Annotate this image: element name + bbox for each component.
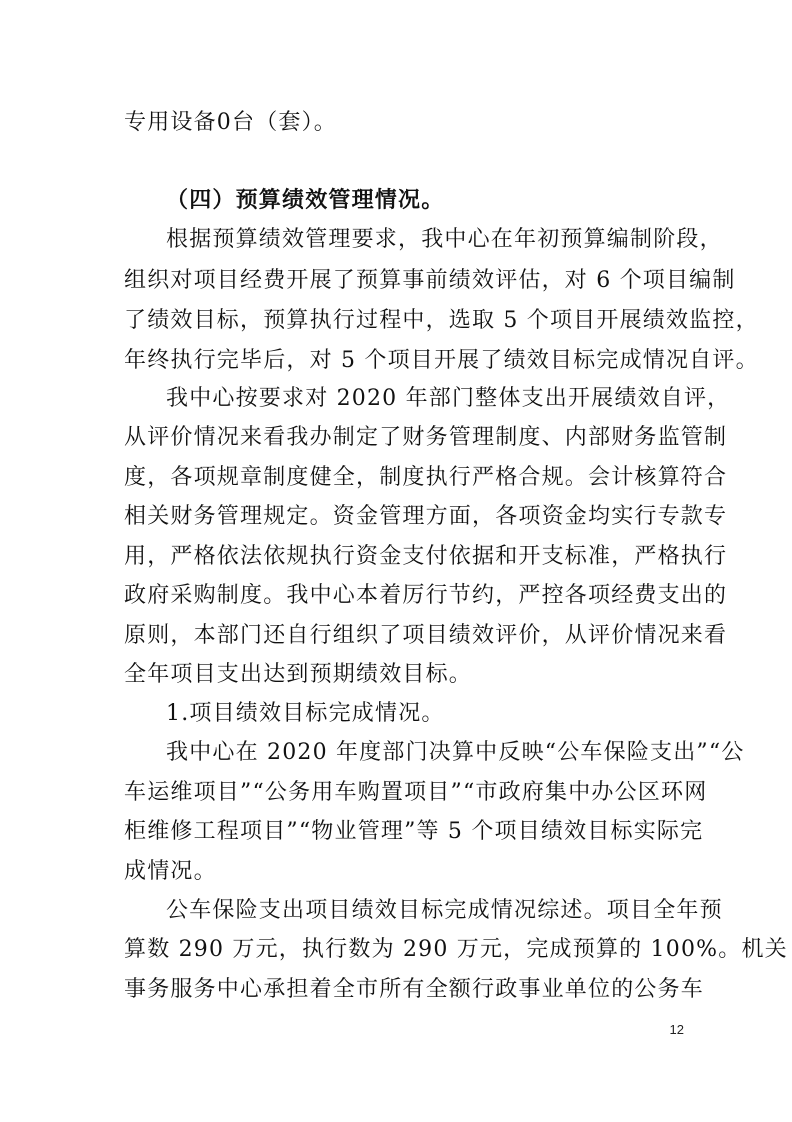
paragraph-line: 了绩效目标，预算执行过程中，选取 5 个项目开展绩效监控，: [124, 308, 759, 333]
page-number: 12: [669, 1022, 684, 1037]
paragraph-line: 事务服务中心承担着全市所有全额行政事业单位的公务车: [124, 977, 705, 1002]
paragraph-line: 公车保险支出项目绩效目标完成情况综述。项目全年预: [166, 898, 723, 923]
paragraph-line: 用，严格依法依规执行资金支付依据和开支标准，严格执行: [124, 544, 728, 569]
paragraph-line: 原则，本部门还自行组织了项目绩效评价，从评价情况来看: [124, 623, 728, 648]
paragraph-line: 度，各项规章制度健全，制度执行严格合规。会计核算符合: [124, 465, 728, 490]
paragraph-line: 成情况。: [124, 859, 217, 884]
paragraph-line: 全年项目支出达到预期绩效目标。: [124, 662, 473, 687]
paragraph-line: 年终执行完毕后，对 5 个项目开展了绩效目标完成情况自评。: [124, 348, 759, 373]
paragraph-line: 组织对项目经费开展了预算事前绩效评估，对 6 个项目编制: [124, 268, 736, 293]
paragraph-line: 政府采购制度。我中心本着厉行节约，严控各项经费支出的: [124, 583, 728, 608]
paragraph-line: 我中心在 2020 年度部门决算中反映“公车保险支出”“公: [166, 740, 745, 765]
paragraph-line: 柜维修工程项目”“物业管理”等 5 个项目绩效目标实际完: [124, 819, 704, 844]
paragraph-line: 相关财务管理规定。资金管理方面，各项资金均实行专款专: [124, 504, 728, 529]
subsection-heading: 1.项目绩效目标完成情况。: [166, 701, 445, 726]
paragraph-line: 根据预算绩效管理要求，我中心在年初预算编制阶段，: [166, 227, 723, 252]
paragraph-line: 专用设备0台（套）。: [124, 110, 337, 135]
paragraph-line: 我中心按要求对 2020 年部门整体支出开展绩效自评，: [166, 386, 731, 411]
paragraph-line: 算数 290 万元，执行数为 290 万元，完成预算的 100%。机关: [124, 937, 788, 962]
paragraph-line: 车运维项目”“公务用车购置项目”“市政府集中办公区环网: [124, 780, 708, 805]
paragraph-line: 从评价情况来看我办制定了财务管理制度、内部财务监管制: [124, 425, 728, 450]
section-heading: （四）预算绩效管理情况。: [166, 187, 445, 213]
